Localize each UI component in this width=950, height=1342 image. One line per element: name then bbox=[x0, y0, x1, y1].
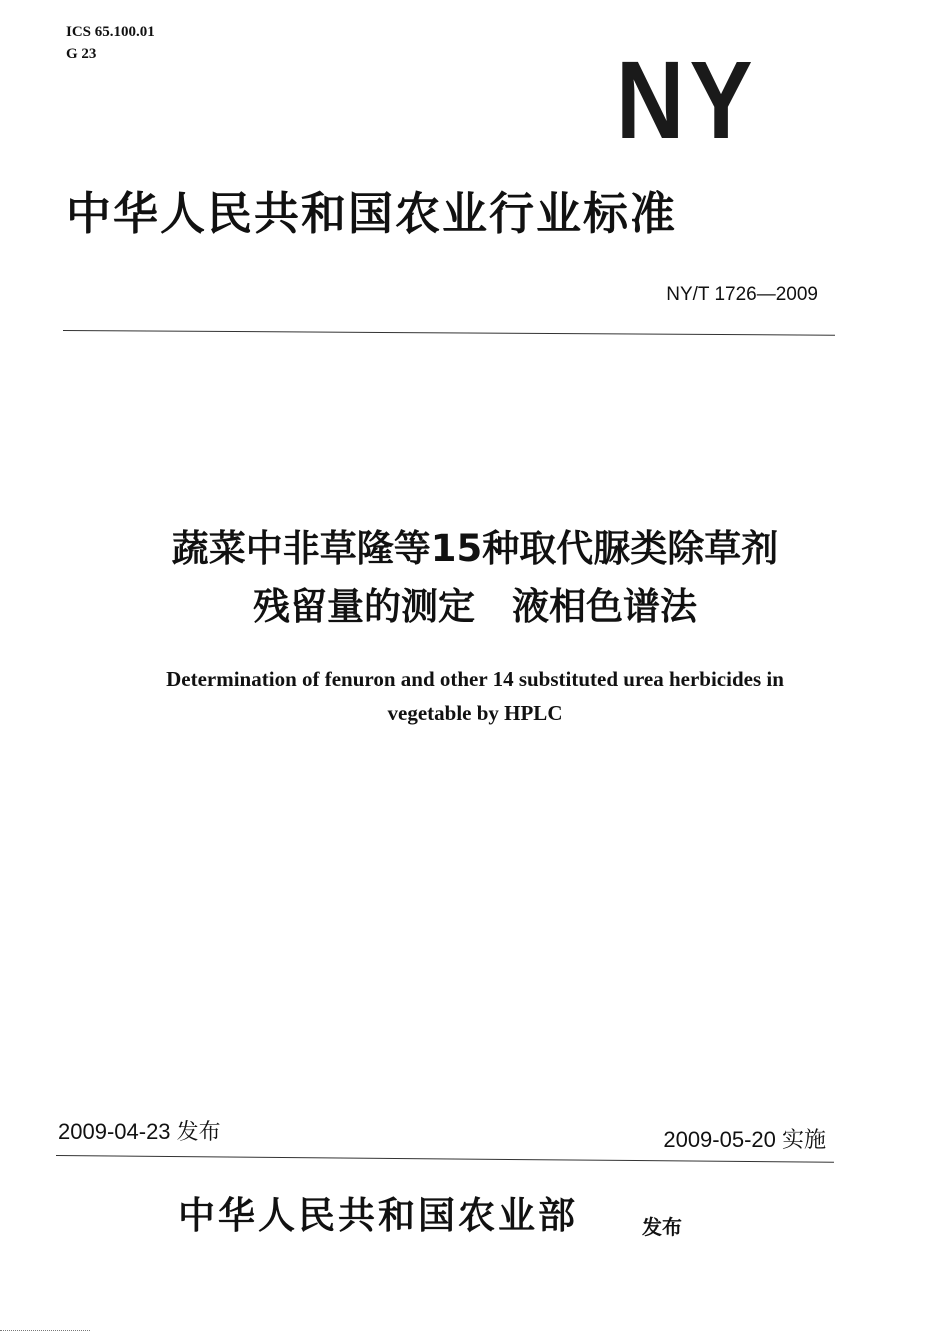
title-cn-line-2: 残留量的测定 液相色谱法 bbox=[253, 585, 697, 628]
bottom-divider bbox=[56, 1155, 834, 1163]
ny-logo: NY bbox=[616, 39, 758, 162]
implementation-date: 2009-05-20 实施 bbox=[663, 1127, 826, 1152]
ics-code: ICS 65.100.01 bbox=[66, 24, 155, 40]
publisher: 中华人民共和国农业部 bbox=[178, 1193, 578, 1237]
title-en-line-2: vegetable by HPLC bbox=[387, 701, 563, 725]
top-divider bbox=[63, 330, 835, 336]
title-cn-line-1: 蔬菜中非草隆等15种取代脲类除草剂 bbox=[171, 527, 779, 570]
issue-date: 2009-04-23 发布 bbox=[58, 1119, 221, 1144]
standard-type-title: 中华人民共和国农业行业标准 bbox=[66, 187, 678, 240]
standard-number: NY/T 1726—2009 bbox=[666, 284, 818, 305]
publish-label: 发布 bbox=[642, 1215, 682, 1239]
classification-code: G 23 bbox=[66, 46, 97, 62]
scan-edge-dots bbox=[0, 1330, 90, 1331]
title-en-line-1: Determination of fenuron and other 14 substituted urea herbicides in bbox=[166, 667, 784, 691]
